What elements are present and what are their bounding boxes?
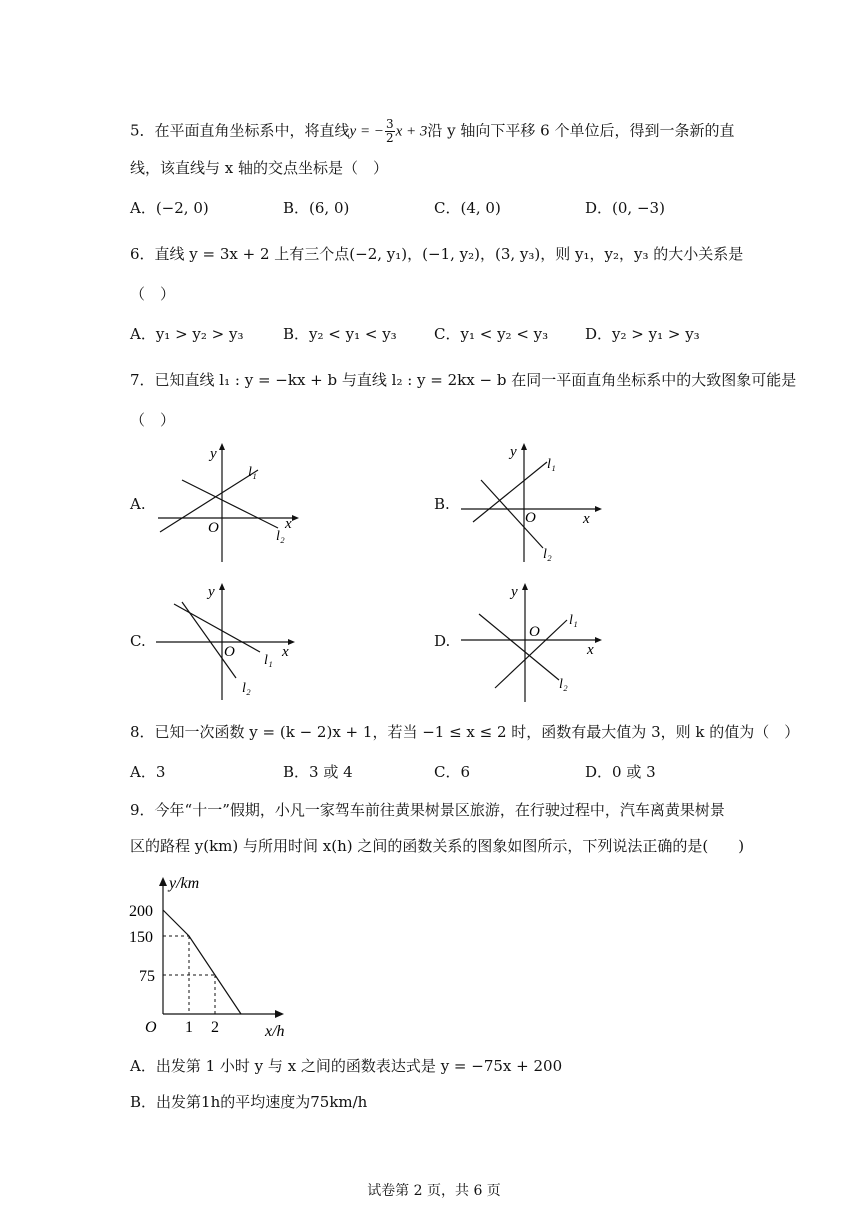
- q9-option-a: A．出发第 1 小时 y 与 x 之间的函数表达式是 y = −75x + 200: [130, 1057, 563, 1075]
- x-axis-arrow: [292, 515, 299, 521]
- q9-option-b: B．出发第1h的平均速度为75km/h: [130, 1093, 368, 1111]
- y-axis-arrow: [219, 583, 225, 590]
- y-axis-arrow: [522, 583, 528, 590]
- l1-label: l₁: [248, 465, 257, 480]
- l2-label: l₂: [276, 529, 285, 544]
- q5-option-a: A．(−2, 0): [130, 199, 209, 217]
- l1-label: l₁: [547, 457, 556, 472]
- x-axis-label: x: [587, 642, 594, 658]
- x-axis-arrow: [275, 1010, 284, 1018]
- origin-label: O: [145, 1019, 157, 1036]
- q6-option-b: B．y₂ < y₁ < y₃: [283, 325, 397, 343]
- q7-line2: （ ）: [130, 411, 176, 429]
- y-axis-label: y: [511, 584, 518, 600]
- q7-line1: 7．已知直线 l₁ : y = −kx + b 与直线 l₂ : y = 2kx − b 在同一平面直角坐标系中的大致图象可能是: [130, 371, 797, 389]
- l1-label: l₁: [569, 613, 578, 628]
- origin-label: O: [224, 644, 235, 660]
- q9-distance-time-graph: [125, 872, 315, 1042]
- q7-option-b-label: B.: [434, 495, 450, 513]
- x-axis-arrow: [288, 639, 295, 645]
- x-axis-label: x: [583, 511, 590, 527]
- q6-option-d: D．y₂ > y₁ > y₃: [585, 325, 700, 343]
- y-axis-label: y: [510, 444, 517, 460]
- q5-prefix: 5．在平面直角坐标系中，将直线: [130, 121, 350, 140]
- q6-line2: （ ）: [130, 285, 176, 303]
- q5-eq-lhs: y = −: [349, 123, 384, 140]
- q7-option-a-label: A.: [130, 495, 146, 513]
- q6-option-c: C．y₁ < y₂ < y₃: [434, 325, 549, 343]
- q9-line1: 9．今年“十一”假期，小凡一家驾车前往黄果树景区旅游，在行驶过程中，汽车离黄果树景: [130, 801, 725, 819]
- q7-graph-d: [455, 578, 615, 708]
- q5-option-d: D．(0, −3): [585, 199, 665, 217]
- l2-label: l₂: [242, 681, 251, 696]
- q7-graph-c: [150, 578, 310, 708]
- origin-label: O: [208, 520, 219, 536]
- y-tick-75: 75: [139, 968, 155, 985]
- y-axis-arrow: [219, 443, 225, 450]
- q7-option-d-label: D.: [434, 632, 451, 650]
- x-axis-label: x: [285, 516, 292, 532]
- origin-label: O: [525, 510, 536, 526]
- l1-line: [174, 604, 260, 652]
- q5-fraction: [385, 118, 395, 145]
- l1-line: [473, 462, 547, 522]
- q8-option-b: B．3 或 4: [283, 763, 353, 781]
- q8-line1: 8．已知一次函数 y = (k − 2)x + 1，若当 −1 ≤ x ≤ 2 时，函数有最大值为 3，则 k 的值为（ ）: [130, 723, 800, 741]
- q8-option-d: D．0 或 3: [585, 763, 656, 781]
- x-axis-label: x/h: [265, 1023, 285, 1040]
- y-axis-arrow: [521, 443, 527, 450]
- q7-graph-a: [150, 440, 310, 570]
- l2-label: l₂: [559, 677, 568, 692]
- q5-eq-rhs: x + 3: [395, 123, 428, 140]
- q5-frac-num: 3: [385, 117, 394, 131]
- y-axis-label: y: [208, 584, 215, 600]
- l2-line: [182, 602, 236, 678]
- q5-suffix: 沿 y 轴向下平移 6 个单位后，得到一条新的直: [427, 121, 735, 140]
- q5-line2: 线，该直线与 x 轴的交点坐标是（ ）: [130, 159, 388, 177]
- x-axis-label: x: [282, 644, 289, 660]
- origin-label: O: [529, 624, 540, 640]
- page-footer: 试卷第 2 页，共 6 页: [367, 1183, 501, 1199]
- x-axis-arrow: [595, 506, 602, 512]
- y-axis-label: y/km: [169, 875, 200, 892]
- x-tick-1: 1: [185, 1019, 193, 1036]
- l2-line: [479, 614, 559, 680]
- q7-option-c-label: C.: [130, 632, 146, 650]
- y-axis-arrow: [159, 877, 167, 886]
- q7-graph-b: [455, 440, 615, 570]
- q5-frac-den: 2: [385, 131, 394, 145]
- q6-line1: 6．直线 y = 3x + 2 上有三个点(−2, y₁)，(−1, y₂)，(3, y₃)，则 y₁，y₂，y₃ 的大小关系是: [130, 245, 744, 263]
- l1-label: l₁: [264, 653, 273, 668]
- y-axis-label: y: [210, 446, 217, 462]
- q8-option-c: C．6: [434, 763, 471, 781]
- y-tick-200: 200: [129, 903, 153, 920]
- x-tick-2: 2: [211, 1019, 219, 1036]
- q5-option-c: C．(4, 0): [434, 199, 501, 217]
- q5-option-b: B．(6, 0): [283, 199, 350, 217]
- y-tick-150: 150: [129, 929, 153, 946]
- distance-line: [163, 910, 241, 1014]
- q8-option-a: A．3: [130, 763, 166, 781]
- q9-line2: 区的路程 y(km) 与所用时间 x(h) 之间的函数关系的图象如图所示，下列说法正确的是( ): [130, 837, 745, 855]
- q6-option-a: A．y₁ > y₂ > y₃: [130, 325, 244, 343]
- x-axis-arrow: [595, 637, 602, 643]
- l2-label: l₂: [543, 547, 552, 562]
- q5-line1: [130, 118, 734, 145]
